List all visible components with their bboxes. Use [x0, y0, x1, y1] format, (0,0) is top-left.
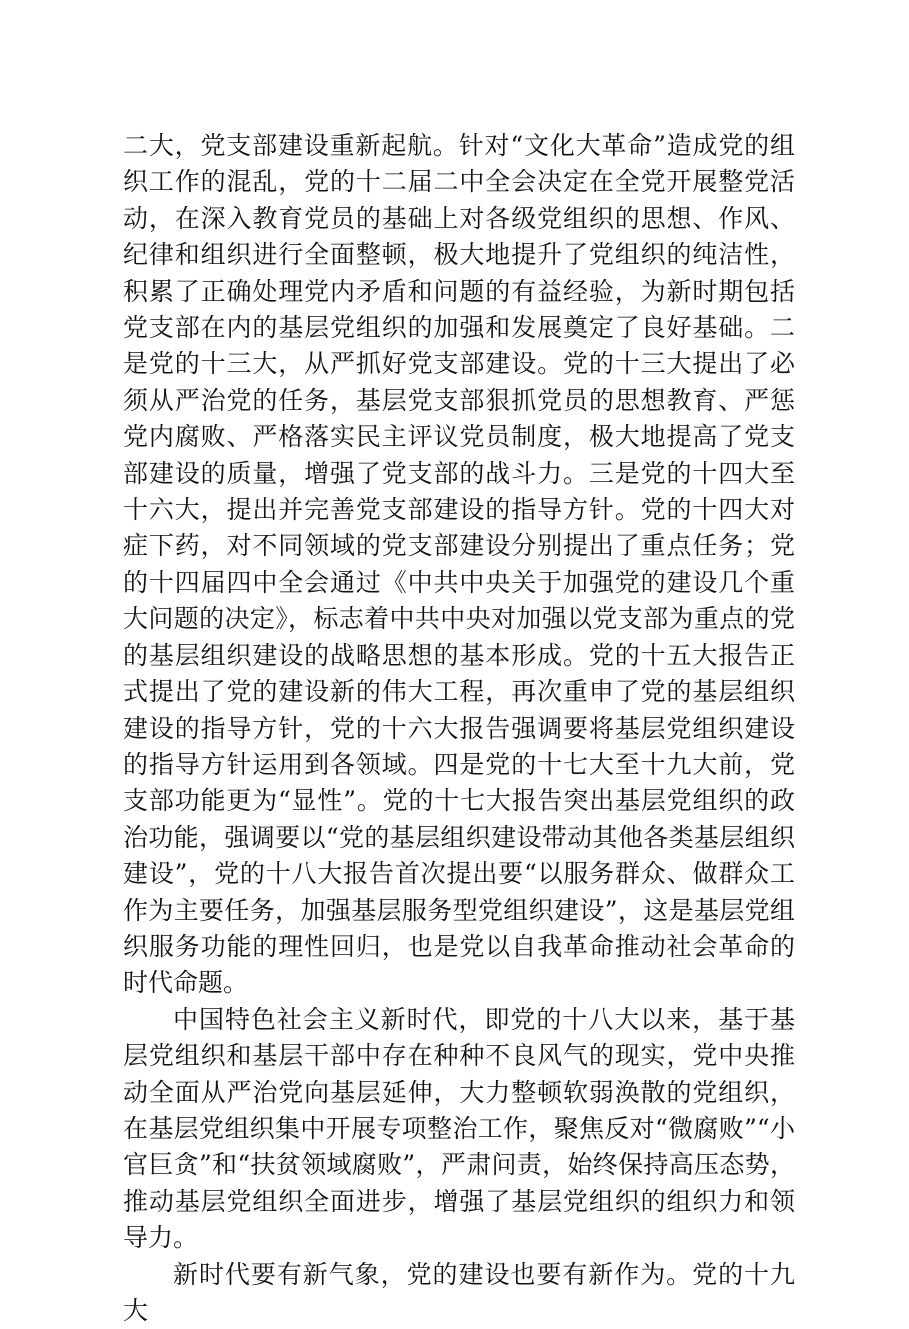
paragraph-new-era: 中国特色社会主义新时代，即党的十八大以来，基于基层党组织和基层干部中存在种种不良风气的现实，党中央推动全面从严治党向基层延伸，大力整顿软弱涣散的党组织，在基层党组织集中开展专项整治工作，聚焦反对“微腐败”“小官巨贪”和“扶贫领域腐败”，严肃问责，始终保持高压态势，推动基层党组织全面进步，增强了基层党组织的组织力和领导力。	[123, 1004, 795, 1253]
paragraph-nineteenth-congress: 新时代要有新气象，党的建设也要有新作为。党的十九大	[123, 1259, 795, 1325]
body-text	[123, 128, 795, 1329]
paragraph-continued: 二大，党支部建设重新起航。针对“文化大革命”造成党的组织工作的混乱，党的十二届二中全会决定在全党开展整党活动，在深入教育党员的基础上对各级党组织的思想、作风、纪律和组织进行全面整顿，极大地提升了党组织的纯洁性，积累了正确处理党内矛盾和问题的有益经验，为新时期包括党支部在内的基层党组织的加强和发展奠定了良好基础。二是党的十三大，从严抓好党支部建设。党的十三大提出了必须从严治党的任务，基层党支部狠抓党员的思想教育、严惩党内腐败、严格落实民主评议党员制度，极大地提高了党支部建设的质量，增强了党支部的战斗力。三是党的十四大至十六大，提出并完善党支部建设的指导方针。党的十四大对症下药，对不同领域的党支部建设分别提出了重点任务；党的十四届四中全会通过《中共中央关于加强党的建设几个重大问题的决定》，标志着中共中央对加强以党支部为重点的党的基层组织建设的战略思想的基本形成。党的十五大报告正式提出了党的建设新的伟大工程，再次重申了党的基层组织建设的指导方针，党的十六大报告强调要将基层党组织建设的指导方针运用到各领域。四是党的十七大至十九大前，党支部功能更为“显性”。党的十七大报告突出基层党组织的政治功能，强调要以“党的基层组织建设带动其他各类基层组织建设”，党的十八大报告首次提出要“以服务群众、做群众工作为主要任务，加强基层服务型党组织建设”，这是基层党组织服务功能的理性回归，也是党以自我革命推动社会革命的时代命题。	[123, 131, 795, 998]
